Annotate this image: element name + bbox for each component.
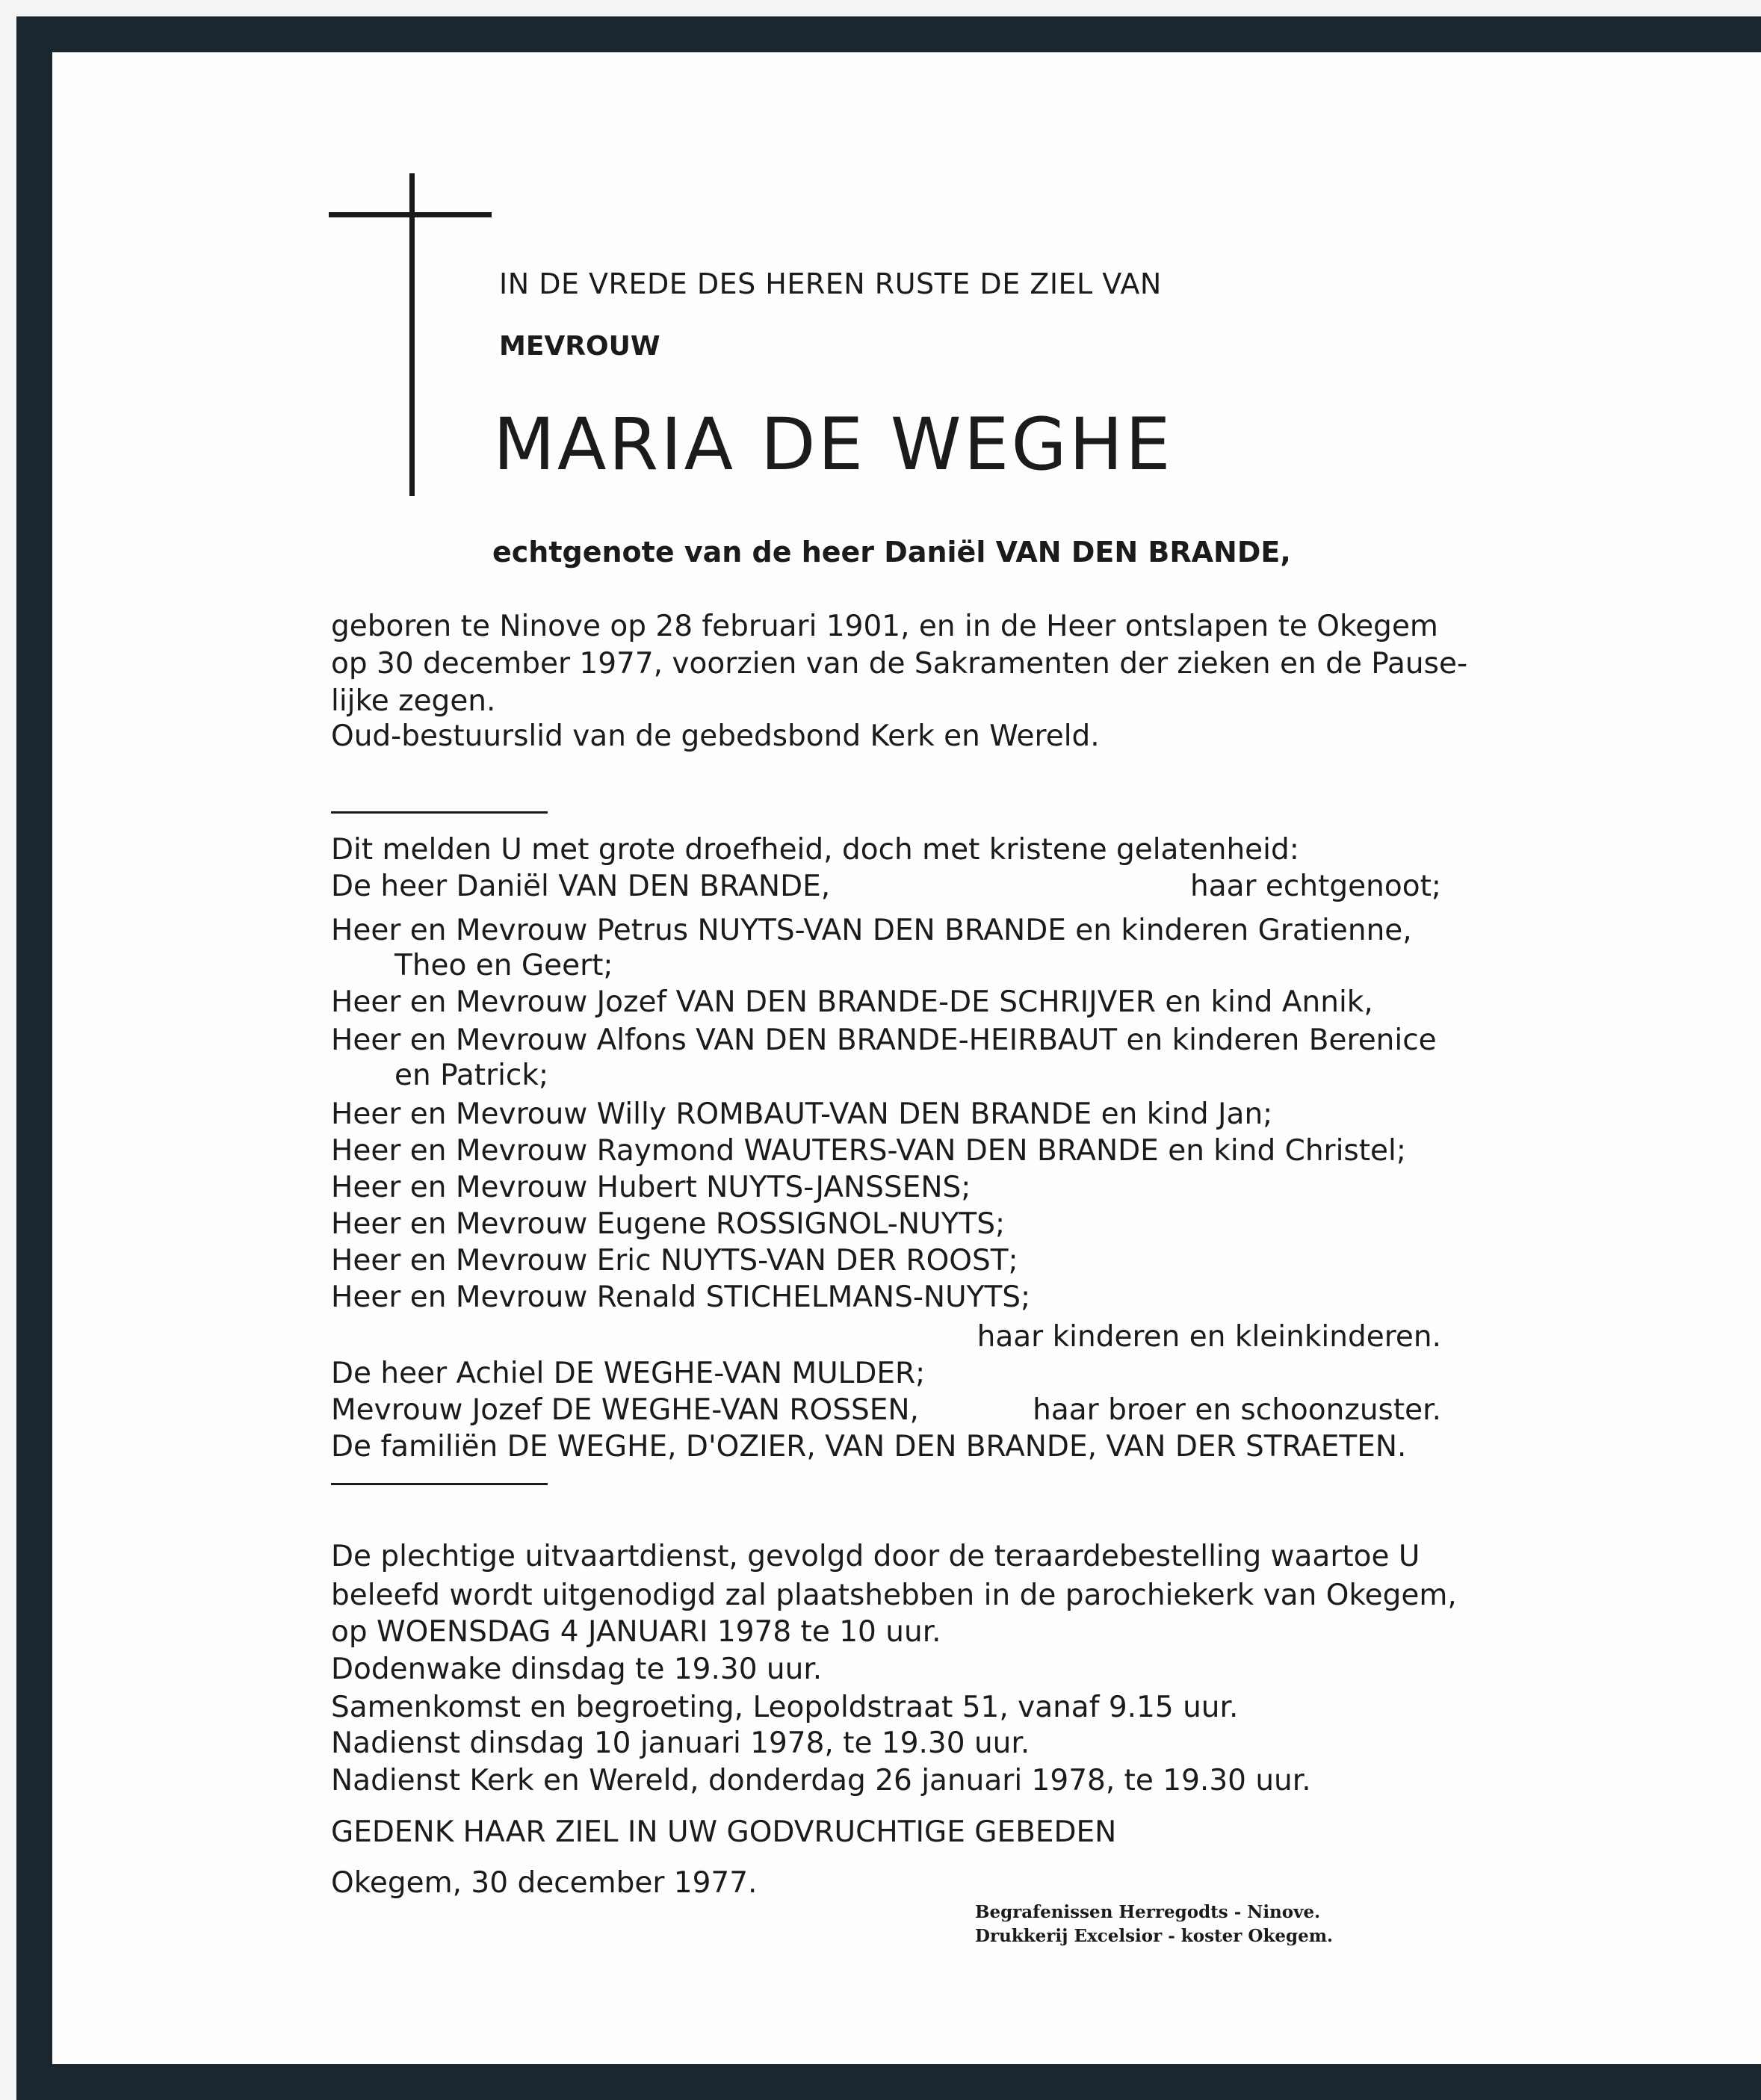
service-line: beleefd wordt uitgenodigd zal plaatshebben in de parochiekerk van Okegem, — [331, 1579, 1457, 1612]
family-line: Heer en Mevrouw Renald STICHELMANS-NUYTS; — [331, 1280, 1031, 1314]
bio-line: op 30 december 1977, voorzien van de Sakramenten der zieken en de Pause- — [331, 647, 1468, 681]
family-line: Heer en Mevrouw Eugene ROSSIGNOL-NUYTS; — [331, 1207, 1006, 1241]
service-line: Nadienst Kerk en Wereld, donderdag 26 januari 1978, te 19.30 uur. — [331, 1764, 1311, 1797]
spouse-line: echtgenote van de heer Daniël VAN DEN BRANDE, — [492, 536, 1291, 569]
family-line: Heer en Mevrouw Raymond WAUTERS-VAN DEN BRANDE en kind Christel; — [331, 1134, 1407, 1168]
family-line: Heer en Mevrouw Eric NUYTS-VAN DER ROOST; — [331, 1244, 1018, 1277]
bio-line: lijke zegen. — [331, 684, 496, 718]
family-intro: Dit melden U met grote droefheid, doch met kristene gelatenheid: — [331, 833, 1299, 867]
service-line: op WOENSDAG 4 JANUARI 1978 te 10 uur. — [331, 1615, 941, 1649]
service-line: Dodenwake dinsdag te 19.30 uur. — [331, 1653, 823, 1686]
sister-in-law-line: Mevrouw Jozef DE WEGHE-VAN ROSSEN, — [331, 1393, 919, 1427]
footer-undertaker: Begrafenissen Herregodts - Ninove. — [975, 1902, 1321, 1922]
cross-icon — [409, 173, 415, 496]
service-line: De plechtige uitvaartdienst, gevolgd door de teraardebestelling waartoe U — [331, 1540, 1420, 1573]
deceased-name: MARIA DE WEGHE — [493, 403, 1173, 486]
cross-icon-bar — [329, 212, 492, 217]
family-line: Theo en Geert; — [394, 949, 613, 982]
family-line: Heer en Mevrouw Petrus NUYTS-VAN DEN BRANDE en kinderen Gratienne, — [331, 914, 1412, 947]
title-mevrouw: MEVROUW — [499, 331, 660, 362]
service-line: Nadienst dinsdag 10 januari 1978, te 19.30 uur. — [331, 1726, 1030, 1760]
service-line: Samenkomst en begroeting, Leopoldstraat 51, vanaf 9.15 uur. — [331, 1691, 1239, 1724]
children-role: haar kinderen en kleinkinderen. — [977, 1320, 1441, 1354]
husband-name: De heer Daniël VAN DEN BRANDE, — [331, 870, 831, 903]
husband-role: haar echtgenoot; — [1189, 870, 1441, 903]
family-line: Heer en Mevrouw Hubert NUYTS-JANSSENS; — [331, 1171, 971, 1204]
bio-line: geboren te Ninove op 28 februari 1901, en in de Heer ontslapen te Okegem — [331, 610, 1438, 643]
opening-line: IN DE VREDE DES HEREN RUSTE DE ZIEL VAN — [499, 267, 1162, 300]
divider — [331, 811, 548, 814]
divider — [331, 1483, 548, 1485]
siblings-role: haar broer en schoonzuster. — [1033, 1393, 1441, 1427]
family-line: Heer en Mevrouw Willy ROMBAUT-VAN DEN BRANDE en kind Jan; — [331, 1097, 1273, 1131]
footer-printer: Drukkerij Excelsior - koster Okegem. — [975, 1926, 1334, 1946]
brother-line: De heer Achiel DE WEGHE-VAN MULDER; — [331, 1357, 926, 1390]
closing-prayer: GEDENK HAAR ZIEL IN UW GODVRUCHTIGE GEBEDEN — [331, 1815, 1117, 1849]
family-line: en Patrick; — [394, 1059, 549, 1092]
family-line: Heer en Mevrouw Jozef VAN DEN BRANDE-DE SCHRIJVER en kind Annik, — [331, 985, 1373, 1019]
family-line: Heer en Mevrouw Alfons VAN DEN BRANDE-HEIRBAUT en kinderen Berenice — [331, 1023, 1437, 1057]
place-date: Okegem, 30 december 1977. — [331, 1866, 758, 1900]
bio-line: Oud-bestuurslid van de gebedsbond Kerk en Wereld. — [331, 719, 1100, 753]
families-line: De familiën DE WEGHE, D'OZIER, VAN DEN BRANDE, VAN DER STRAETEN. — [331, 1430, 1407, 1464]
